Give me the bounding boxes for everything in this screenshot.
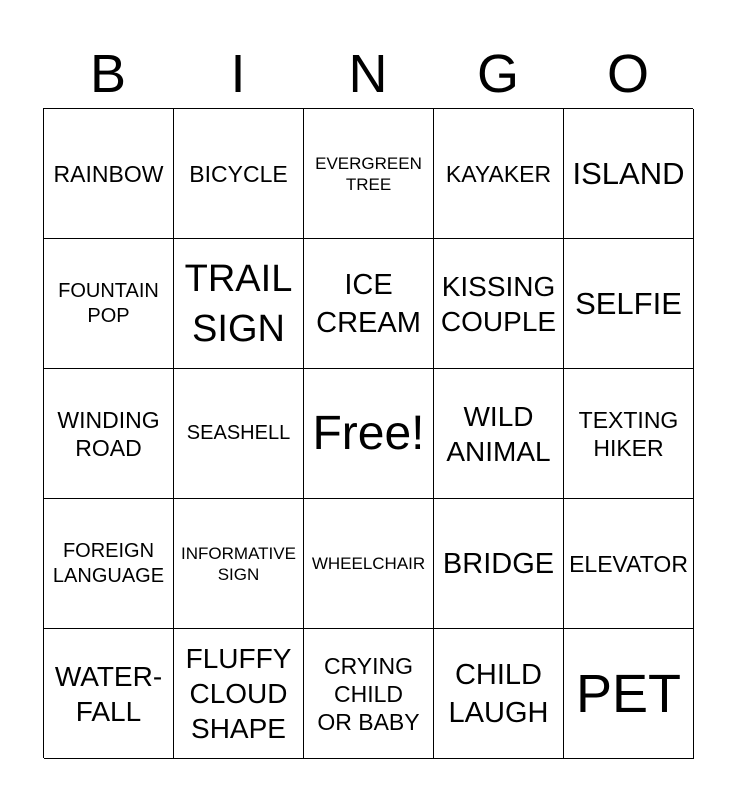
bingo-cell[interactable] <box>174 629 304 759</box>
cell-label: ICE CREAM <box>316 268 421 339</box>
cell-label: WHEELCHAIR <box>311 553 426 573</box>
cell-label: FLUFFY CLOUD SHAPE <box>185 643 292 744</box>
cell-label: PET <box>575 663 682 724</box>
cell-label: Free! <box>312 406 425 460</box>
free-space-cell[interactable] <box>304 369 434 499</box>
bingo-cell[interactable] <box>174 499 304 629</box>
cell-label: FOUNTAIN POP <box>58 279 159 327</box>
bingo-cell[interactable] <box>304 239 434 369</box>
bingo-cell[interactable] <box>44 499 174 629</box>
bingo-cell[interactable] <box>44 369 174 499</box>
cell-label: KAYAKER <box>445 160 552 187</box>
bingo-board <box>43 108 693 758</box>
header-letter-o: O <box>606 44 649 104</box>
cell-label: WATER- FALL <box>54 660 163 727</box>
cell-label: CHILD LAUGH <box>448 658 549 729</box>
header-letter-n: N <box>348 44 388 104</box>
cell-label: FOREIGN LANGUAGE <box>52 539 165 587</box>
bingo-cell[interactable] <box>44 109 174 239</box>
cell-label: KISSING COUPLE <box>440 270 557 337</box>
cell-label: WILD ANIMAL <box>446 400 551 467</box>
bingo-cell[interactable] <box>174 369 304 499</box>
bingo-cell[interactable] <box>434 109 564 239</box>
cell-label: TEXTING HIKER <box>578 406 679 461</box>
header-letter-i: I <box>230 44 246 104</box>
cell-label: ISLAND <box>572 155 685 191</box>
header-letter-g: G <box>476 44 519 104</box>
bingo-cell[interactable] <box>434 499 564 629</box>
cell-label: WINDING ROAD <box>57 406 160 461</box>
bingo-cell[interactable] <box>564 369 694 499</box>
bingo-cell[interactable] <box>564 109 694 239</box>
bingo-cell[interactable] <box>434 629 564 759</box>
bingo-cell[interactable] <box>44 239 174 369</box>
bingo-cell[interactable] <box>304 109 434 239</box>
bingo-cell[interactable] <box>174 109 304 239</box>
cell-label: ELEVATOR <box>569 550 688 577</box>
bingo-cell[interactable] <box>434 369 564 499</box>
bingo-cell[interactable] <box>564 239 694 369</box>
bingo-cell[interactable] <box>564 499 694 629</box>
cell-label: TRAIL SIGN <box>184 257 293 350</box>
bingo-cell[interactable] <box>44 629 174 759</box>
bingo-cell[interactable] <box>174 239 304 369</box>
bingo-cell[interactable] <box>564 629 694 759</box>
bingo-cell[interactable] <box>434 239 564 369</box>
header-letter-b: B <box>89 44 127 104</box>
cell-label: SEASHELL <box>186 422 291 444</box>
bingo-cell[interactable] <box>304 499 434 629</box>
bingo-cell[interactable] <box>304 629 434 759</box>
bingo-header <box>43 40 693 108</box>
cell-label: RAINBOW <box>53 160 164 187</box>
cell-label: SELFIE <box>575 285 682 321</box>
cell-label: BICYCLE <box>189 160 288 187</box>
cell-label: INFORMATIVE SIGN <box>181 543 296 584</box>
cell-label: BRIDGE <box>442 547 555 580</box>
cell-label: EVERGREEN TREE <box>315 153 422 194</box>
cell-label: CRYING CHILD OR BABY <box>317 652 420 735</box>
